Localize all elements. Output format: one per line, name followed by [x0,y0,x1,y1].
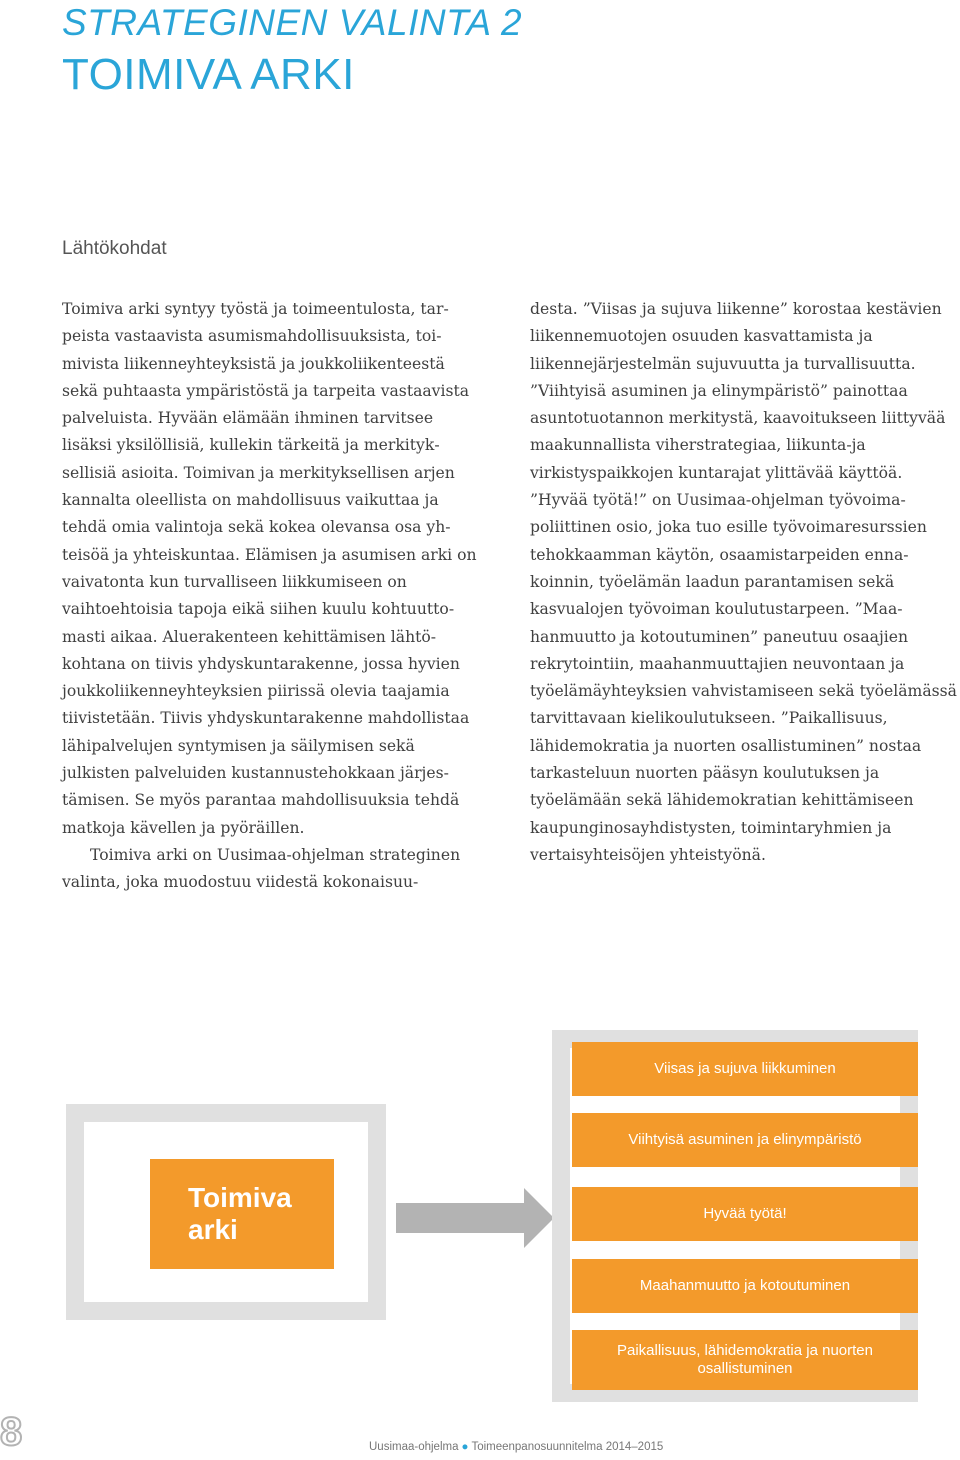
body-paragraph-continued: desta. ”Viisas ja sujuva liikenne” korostaa kestävien liikennemuotojen osuuden kasvattamista ja liikennejärjestelmän sujuvuutta ja turvallisuutta. ”Viihtyisä asuminen ja elinympäristö” painottaa asuntotuotannon merkitystä, kaavoitukseen liittyvää maakunnallista viherstrategiaa, liikunta-ja virkistyspaikkojen kuntarajat ylittävää käyttöä. ”Hyvää työtä!” on Uusimaa-ohjelman työvoimapoliittinen osio, joka tuo esille työvoimaresurssien tehokkaamman käytön, osaamistarpeiden ennakoinnin, työelämän laadun parantamisen sekä kasvualojen työvoiman koulutustarpeen. ”Maahanmuutto ja kotoutuminen” paneutuu osaajien rekrytointiin, maahanmuuttajien neuvontaan ja työelämäyhteyksien vahvistamiseen sekä työelämässä tarvittavaan kielikoulutukseen. ”Paikallisuus, lähidemokratia ja nuorten osallistuminen” nostaa tarkasteluun nuorten pääsyn koulutuksen ja työelämään sekä lähidemokratian kehittämiseen kaupunginosayhdistysten, toimintaryhmien ja vertaisyhteisöjen yhteistyönä. [530,300,957,864]
body-paragraph: Toimiva arki syntyy työstä ja toimeentulosta, tarpeista vastaavista asumismahdollisuuksista, toimivista liikenneyhteyksistä ja joukkoliikenteestä sekä puhtaasta ympäristöstä ja tarpeita vastaavista palveluista. Hyvään elämään ihminen tarvitsee lisäksi yksilöllisiä, kullekin tärkeitä ja merkityksellisiä asioita. Toimivan ja merkityksellisen arjen kannalta oleellista on mahdollisuus vaikuttaa ja tehdä omia valintoja sekä kokea olevansa osa yhteisöä ja yhteiskuntaa. Elämisen ja asumisen arki on vaivatonta kun turvalliseen liikkumiseen on vaihtoehtoisia tapoja eikä siihen kuulu kohtuuttomasti aikaa. Aluerakenteen kehittämisen lähtökohtana on tiivis yhdyskuntarakenne, jossa hyvien joukkoliikenneyhteyksien piirissä olevia taajamia tiivistetään. Tiivis yhdyskuntarakenne mahdollistaa lähipalvelujen syntymisen ja säilymisen sekä julkisten palveluiden kustannustehokkaan järjestämisen. Se myös parantaa mahdollisuuksia tehdä matkoja kävellen ja pyöräillen. [62,300,477,837]
footer [369,1441,663,1453]
section-heading: Lähtökohdat [62,238,167,259]
chapter-kicker: STRATEGINEN VALINTA 2 [62,2,523,43]
arrow-right-icon [524,1188,554,1248]
footer-separator-icon: ● [461,1441,469,1453]
target-box: Viihtyisä asuminen ja elinympäristö [572,1113,918,1167]
target-box: Hyvää työtä! [572,1187,918,1241]
page-number: 8 [0,1412,22,1452]
footer-document: Toimeenpanosuunnitelma 2014–2015 [471,1441,664,1453]
body-column-left [62,296,480,897]
arrow-shaft [396,1203,526,1233]
target-box: Viisas ja sujuva liikkuminen [572,1042,918,1096]
footer-publisher: Uusimaa-ohjelma [369,1441,459,1453]
page-title: TOIMIVA ARKI [62,50,355,99]
target-box: Paikallisuus, lähidemokratia ja nuorten osallistuminen [572,1330,918,1390]
source-box: Toimiva arki [150,1159,334,1269]
target-box: Maahanmuutto ja kotoutuminen [572,1259,918,1313]
body-column-right [530,296,960,869]
body-paragraph: Toimiva arki on Uusimaa-ohjelman strateginen valinta, joka muodostuu viidestä kokonaisuu- [62,845,461,892]
